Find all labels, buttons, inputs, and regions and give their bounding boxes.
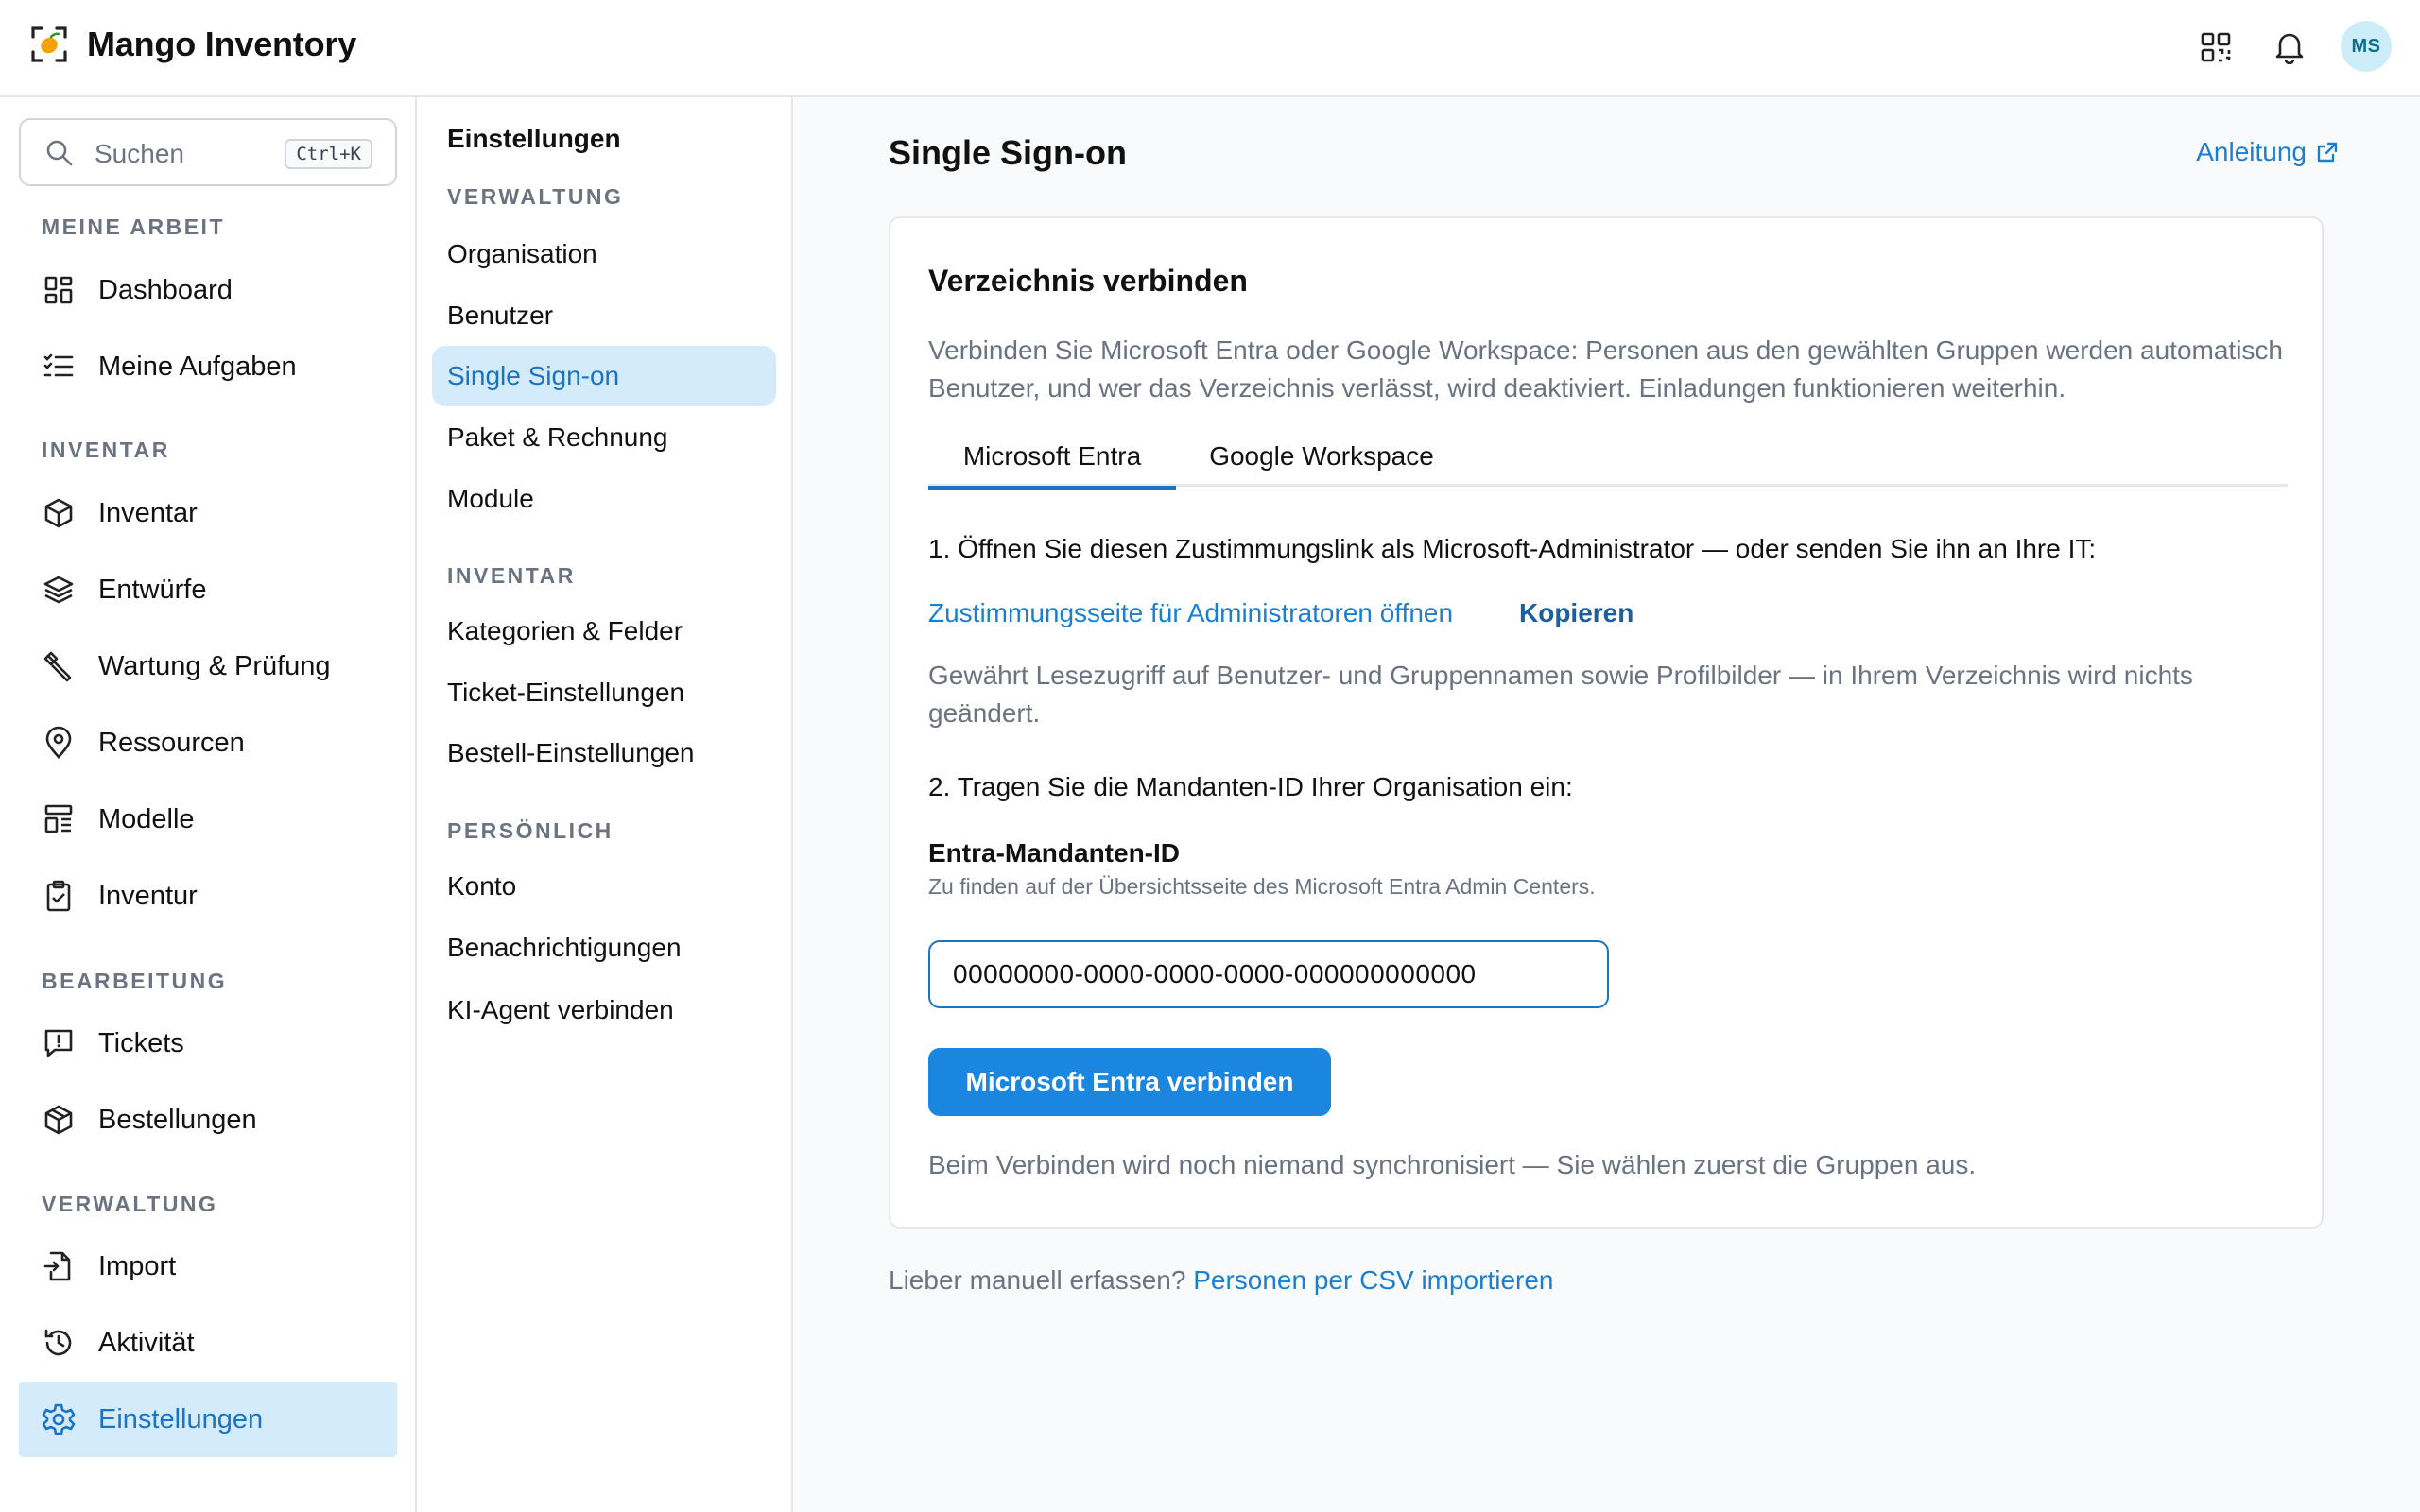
footer-csv-hint bbox=[889, 1265, 1554, 1296]
sidebar-item-label: Import bbox=[98, 1250, 177, 1281]
settings-section-verwaltung: VERWALTUNG bbox=[447, 184, 624, 209]
settings-item-benachrichtigungen[interactable] bbox=[432, 918, 776, 978]
main-sidebar bbox=[0, 97, 417, 1512]
sidebar-item-label: Inventar bbox=[98, 497, 198, 528]
qr-code-icon[interactable] bbox=[2195, 26, 2237, 68]
sidebar-item-ressourcen[interactable] bbox=[19, 705, 397, 781]
sidebar-item-label: Wartung & Prüfung bbox=[98, 650, 331, 681]
settings-item-label: Konto bbox=[447, 871, 517, 901]
consent-link[interactable]: Zustimmungsseite für Administratoren öffnen bbox=[928, 598, 1454, 627]
message-alert-icon bbox=[42, 1026, 76, 1060]
tab-microsoft-entra[interactable] bbox=[928, 438, 1176, 490]
layers-icon bbox=[42, 573, 76, 607]
settings-item-label: Paket & Rechnung bbox=[447, 422, 668, 452]
user-avatar[interactable]: MS bbox=[2341, 21, 2392, 72]
file-import-icon bbox=[42, 1249, 76, 1283]
sidebar-item-meine-aufgaben[interactable] bbox=[19, 329, 397, 404]
provider-tabs bbox=[928, 438, 2288, 487]
settings-item-label: Organisation bbox=[447, 239, 597, 268]
settings-item-benutzer[interactable] bbox=[432, 285, 776, 346]
sidebar-item-modelle[interactable] bbox=[19, 782, 397, 857]
step-two: 2. Tragen Sie die Mandanten-ID Ihrer Organisation ein: bbox=[928, 772, 1573, 801]
settings-item-bestell-einstellungen[interactable] bbox=[432, 723, 776, 783]
search-placeholder: Suchen bbox=[95, 139, 184, 168]
tenant-id-input[interactable] bbox=[928, 940, 1609, 1008]
main-content bbox=[795, 97, 2420, 1512]
sidebar-item-wartung[interactable] bbox=[19, 628, 397, 704]
dashboard-icon bbox=[42, 273, 76, 307]
section-label-inventar: INVENTAR bbox=[42, 438, 170, 462]
search-box[interactable] bbox=[19, 118, 397, 186]
settings-nav-title: Einstellungen bbox=[447, 124, 621, 153]
settings-item-label: Ticket-Einstellungen bbox=[447, 678, 685, 707]
settings-item-paket-rechnung[interactable] bbox=[432, 407, 776, 468]
tab-google-workspace[interactable] bbox=[1176, 438, 1467, 487]
settings-item-ki-agent[interactable] bbox=[432, 980, 776, 1040]
settings-item-label: Benutzer bbox=[447, 301, 554, 330]
settings-item-label: KI-Agent verbinden bbox=[447, 995, 674, 1024]
section-label-meine-arbeit: MEINE ARBEIT bbox=[42, 215, 225, 239]
sidebar-item-label: Aktivität bbox=[98, 1327, 195, 1358]
template-icon bbox=[42, 802, 76, 836]
sidebar-item-aktivitaet[interactable] bbox=[19, 1305, 397, 1381]
settings-section-inventar: INVENTAR bbox=[447, 563, 576, 588]
external-link-icon bbox=[2316, 141, 2339, 163]
sidebar-item-label: Meine Aufgaben bbox=[98, 351, 297, 382]
settings-item-konto[interactable] bbox=[432, 856, 776, 917]
top-header bbox=[0, 0, 2420, 97]
consent-note: Gewährt Lesezugriff auf Benutzer- und Gruppennamen sowie Profilbilder — in Ihrem Verzeichnis wird nichts geändert. bbox=[928, 661, 2193, 728]
sidebar-item-label: Modelle bbox=[98, 803, 195, 834]
copy-button[interactable]: Kopieren bbox=[1519, 598, 1634, 627]
guide-link-label: Anleitung bbox=[2196, 137, 2307, 166]
section-label-bearbeitung: BEARBEITUNG bbox=[42, 969, 228, 993]
tenant-id-label: Entra-Mandanten-ID bbox=[928, 838, 1180, 868]
sidebar-item-label: Dashboard bbox=[98, 274, 233, 305]
directory-card bbox=[889, 216, 2324, 1228]
settings-item-single-sign-on[interactable] bbox=[432, 346, 776, 406]
settings-item-module[interactable] bbox=[432, 469, 776, 529]
sidebar-item-label: Inventur bbox=[98, 880, 198, 911]
clipboard-check-icon bbox=[42, 879, 76, 913]
sidebar-item-inventur[interactable] bbox=[19, 858, 397, 934]
connect-note: Beim Verbinden wird noch niemand synchronisiert — Sie wählen zuerst die Gruppen aus. bbox=[928, 1150, 1977, 1179]
settings-item-label: Single Sign-on bbox=[447, 361, 620, 390]
sidebar-item-tickets[interactable] bbox=[19, 1005, 397, 1081]
search-icon bbox=[45, 139, 74, 167]
connect-entra-button[interactable]: Microsoft Entra verbinden bbox=[928, 1048, 1331, 1116]
card-description: Verbinden Sie Microsoft Entra oder Google Workspace: Personen aus den gewählten Gruppen werden automatisch Benutzer, und wer das Verzeichnis verlässt, wird deaktiviert. Einladungen funktionieren weiterhin. bbox=[928, 335, 2283, 403]
app-title: Mango Inventory bbox=[87, 25, 357, 63]
task-list-icon bbox=[42, 350, 76, 384]
card-title: Verzeichnis verbinden bbox=[928, 264, 1248, 298]
settings-item-ticket-einstellungen[interactable] bbox=[432, 662, 776, 723]
mango-logo-icon bbox=[30, 26, 68, 63]
wrench-icon bbox=[42, 649, 76, 683]
tab-label: Google Workspace bbox=[1209, 441, 1434, 471]
sidebar-item-label: Einstellungen bbox=[98, 1403, 264, 1435]
guide-link[interactable] bbox=[2196, 137, 2339, 167]
settings-item-kategorien[interactable] bbox=[432, 601, 776, 662]
sidebar-item-label: Tickets bbox=[98, 1027, 184, 1058]
gear-icon bbox=[42, 1402, 76, 1436]
sidebar-item-import[interactable] bbox=[19, 1228, 397, 1304]
map-pin-icon bbox=[42, 726, 76, 760]
sidebar-item-inventar[interactable] bbox=[19, 475, 397, 551]
sidebar-item-label: Bestellungen bbox=[98, 1104, 257, 1135]
settings-item-organisation[interactable] bbox=[432, 224, 776, 284]
sidebar-item-entwuerfe[interactable] bbox=[19, 552, 397, 627]
bell-icon[interactable] bbox=[2269, 26, 2310, 68]
brand[interactable] bbox=[30, 25, 356, 64]
settings-item-label: Benachrichtigungen bbox=[447, 933, 682, 962]
sidebar-item-bestellungen[interactable] bbox=[19, 1082, 397, 1158]
section-label-verwaltung: VERWALTUNG bbox=[42, 1192, 218, 1216]
step-one: 1. Öffnen Sie diesen Zustimmungslink als Microsoft-Administrator — oder senden Sie ihn an Ihre IT: bbox=[928, 534, 2097, 563]
page-title: Single Sign-on bbox=[889, 133, 1127, 172]
sidebar-item-dashboard[interactable] bbox=[19, 252, 397, 328]
footer-prefix: Lieber manuell erfassen? bbox=[889, 1265, 1186, 1295]
sidebar-item-label: Ressourcen bbox=[98, 727, 245, 758]
settings-item-label: Bestell-Einstellungen bbox=[447, 738, 695, 767]
tenant-id-hint: Zu finden auf der Übersichtsseite des Microsoft Entra Admin Centers. bbox=[928, 874, 1596, 899]
settings-nav bbox=[417, 97, 793, 1512]
cube-icon bbox=[42, 496, 76, 530]
settings-item-label: Kategorien & Felder bbox=[447, 616, 683, 645]
settings-item-label: Module bbox=[447, 484, 534, 513]
sidebar-item-label: Entwürfe bbox=[98, 574, 207, 605]
csv-import-link[interactable]: Personen per CSV importieren bbox=[1193, 1265, 1554, 1295]
search-shortcut: Ctrl+K bbox=[285, 139, 372, 169]
history-icon bbox=[42, 1326, 76, 1360]
settings-section-persoenlich: PERSÖNLICH bbox=[447, 818, 614, 843]
sidebar-item-einstellungen[interactable] bbox=[19, 1382, 397, 1457]
package-icon bbox=[42, 1103, 76, 1137]
tab-label: Microsoft Entra bbox=[962, 441, 1142, 471]
